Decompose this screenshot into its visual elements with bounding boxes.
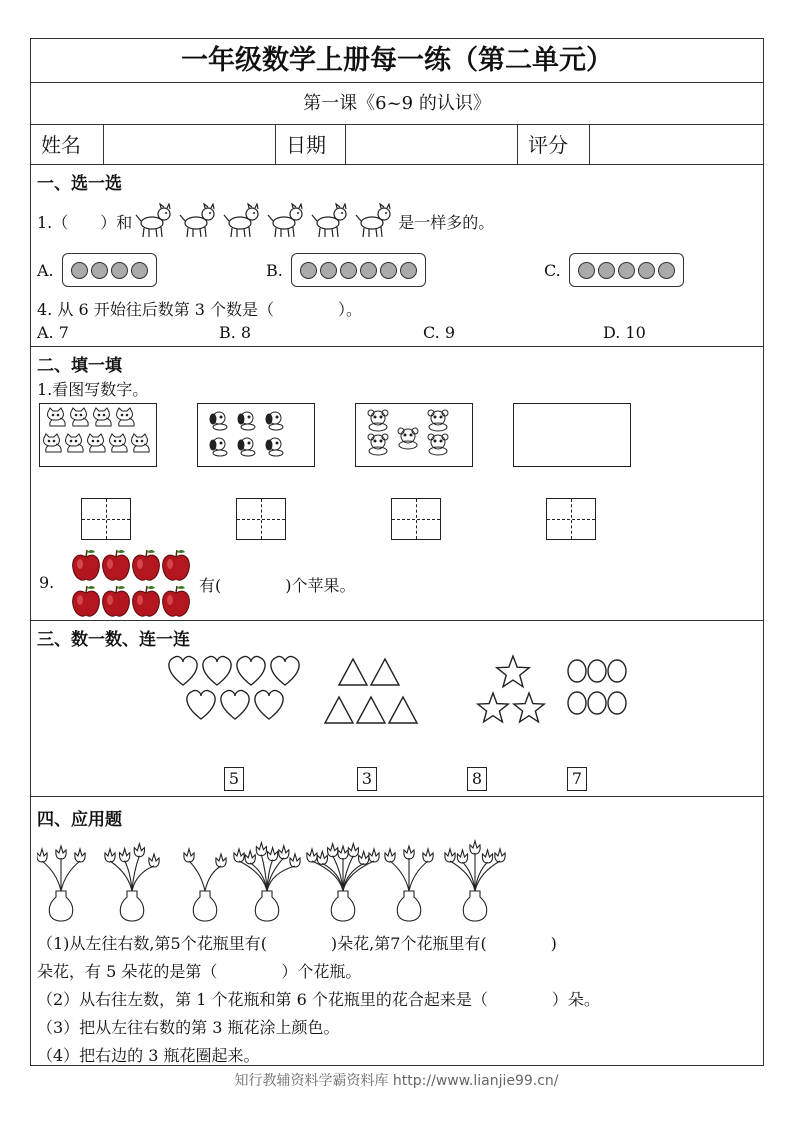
circle-icon xyxy=(568,660,586,682)
name-field[interactable] xyxy=(104,125,276,165)
answer-grid-4[interactable] xyxy=(546,498,596,540)
apple-icon xyxy=(163,550,190,580)
heart-icon xyxy=(237,656,265,685)
tulip-icon xyxy=(423,849,433,862)
dog-icon xyxy=(178,203,220,239)
shape-groups xyxy=(167,651,627,731)
q1-suffix: 是一样多的。 xyxy=(398,212,495,232)
cat-icon xyxy=(110,434,128,452)
puppy-icon xyxy=(238,412,255,430)
tulip-icon xyxy=(348,844,358,857)
heart-icon xyxy=(221,690,249,719)
counter-dot xyxy=(360,262,377,279)
cat-pictures xyxy=(40,404,156,466)
cat-icon xyxy=(132,434,150,452)
footer-watermark: 知行教辅资料学霸资料库 http://www.lianjie99.cn/ xyxy=(234,1073,559,1089)
circle-icon xyxy=(588,692,606,714)
bear-icon xyxy=(398,428,418,449)
apple-icon xyxy=(73,550,100,580)
info-row xyxy=(31,125,763,165)
lesson-title: 第一课《6~9 的认识》 xyxy=(31,83,763,125)
worksheet xyxy=(30,38,764,1066)
q1-option-c[interactable] xyxy=(544,253,684,287)
dog-icon xyxy=(354,203,396,239)
counter-dot xyxy=(380,262,397,279)
tulip-icon xyxy=(290,854,300,867)
dog-icon xyxy=(310,203,352,239)
s4-q2: （2）从右往左数，第 1 个花瓶和第 6 个花瓶里的花合起来是（ ）朵。 xyxy=(37,990,600,1009)
heart-icon xyxy=(169,656,197,685)
tulip-icon xyxy=(338,846,348,859)
dog-icon xyxy=(134,203,176,239)
counter-dot xyxy=(91,262,108,279)
cat-icon xyxy=(44,434,62,452)
score-field[interactable] xyxy=(590,125,765,165)
apple-icon xyxy=(103,550,130,580)
tulip-icon xyxy=(369,849,379,862)
counter-dot xyxy=(400,262,417,279)
triangle-icon xyxy=(357,697,385,723)
answer-grid-2[interactable] xyxy=(236,498,286,540)
apple-icon xyxy=(73,586,100,616)
counter-dot xyxy=(300,262,317,279)
name-label: 姓名 xyxy=(31,125,104,165)
apple-icon xyxy=(133,586,160,616)
tulip-icon xyxy=(279,846,289,859)
tulip-icon xyxy=(470,841,480,854)
puppy-icon xyxy=(266,438,283,456)
counter-dot xyxy=(638,262,655,279)
puppy-icon xyxy=(210,438,227,456)
bear-pictures xyxy=(356,404,472,466)
tulip-icon xyxy=(457,850,467,863)
picture-box-dogs xyxy=(197,403,315,467)
dog-pictures xyxy=(134,203,396,239)
cat-icon xyxy=(88,434,106,452)
vase-6[interactable] xyxy=(385,846,433,921)
tulip-icon xyxy=(328,844,338,857)
counter-dot xyxy=(111,262,128,279)
tulip-icon xyxy=(245,851,255,864)
tulip-icon xyxy=(149,854,159,867)
counter-dot xyxy=(131,262,148,279)
section-application xyxy=(31,797,763,1067)
q4-option-c[interactable]: C. 9 xyxy=(423,323,456,342)
apple-icon xyxy=(163,586,190,616)
flower-vases xyxy=(37,833,517,923)
puppy-icon xyxy=(266,412,283,430)
heart-icon xyxy=(255,690,283,719)
q4-option-d[interactable]: D. 10 xyxy=(603,323,646,342)
date-field[interactable] xyxy=(346,125,518,165)
q1-options xyxy=(37,253,757,289)
tulip-icon xyxy=(37,849,47,862)
apple-icon xyxy=(133,550,160,580)
s2-q1-text: 1.看图写数字。 xyxy=(37,380,149,399)
dog-icon xyxy=(266,203,308,239)
answer-grid-1[interactable] xyxy=(81,498,131,540)
counter-dot xyxy=(320,262,337,279)
star-icon xyxy=(514,693,544,722)
tulip-icon xyxy=(404,846,414,859)
tulip-icon xyxy=(120,849,130,862)
puppy-pictures xyxy=(198,404,314,466)
q4-text: 4. 从 6 开始往后数第 3 个数是（ ）。 xyxy=(37,300,363,319)
tulip-icon xyxy=(359,851,369,864)
heart-icon xyxy=(203,656,231,685)
circle-icon xyxy=(608,692,626,714)
puppy-icon xyxy=(210,412,227,430)
tulip-icon xyxy=(267,848,277,861)
picture-box-bears xyxy=(355,403,473,467)
star-icon xyxy=(478,693,508,722)
tulip-icon xyxy=(317,851,327,864)
apple-icon xyxy=(103,586,130,616)
section-count-connect xyxy=(31,621,763,797)
cat-icon xyxy=(48,408,66,426)
q4-option-a[interactable]: A. 7 xyxy=(37,323,69,342)
section2-heading: 二、填一填 xyxy=(37,356,122,376)
q9-suffix: 有( )个苹果。 xyxy=(199,576,356,595)
vase-1[interactable] xyxy=(37,846,85,921)
tulip-icon xyxy=(445,849,455,862)
tulip-icon xyxy=(216,854,226,867)
number-box-2[interactable]: 3 xyxy=(357,767,377,791)
tulip-icon xyxy=(256,843,266,856)
vase-5[interactable] xyxy=(307,844,379,921)
vase-2[interactable] xyxy=(105,844,159,921)
section-fill xyxy=(31,347,763,621)
apple-pictures xyxy=(71,545,199,621)
page-title: 一年级数学上册每一练（第二单元） xyxy=(31,39,763,83)
q1-option-b[interactable] xyxy=(266,253,426,287)
star-icon xyxy=(497,656,529,687)
q1-prefix: 1.（ ）和 xyxy=(37,212,133,232)
circle-icon xyxy=(588,660,606,682)
vase-3[interactable] xyxy=(184,849,226,921)
circle-icon xyxy=(568,692,586,714)
counter-capsule xyxy=(569,253,684,287)
tulip-icon xyxy=(105,849,115,862)
heart-icon xyxy=(187,690,215,719)
option-label: B. xyxy=(266,260,283,280)
q9-prefix: 9. xyxy=(39,573,55,592)
tulip-icon xyxy=(307,849,317,862)
counter-dot xyxy=(578,262,595,279)
s4-q3: （3）把从左往右数的第 3 瓶花涂上颜色。 xyxy=(37,1018,340,1037)
q4-option-b[interactable]: B. 8 xyxy=(219,323,252,342)
tulip-icon xyxy=(184,849,194,862)
puppy-icon xyxy=(238,438,255,456)
counter-dot xyxy=(340,262,357,279)
cat-icon xyxy=(94,408,112,426)
option-label: A. xyxy=(37,260,54,280)
s4-q1-line2: 朵花，有 5 朵花的是第（ ）个花瓶。 xyxy=(37,962,362,981)
circle-icon xyxy=(608,660,626,682)
s4-q1-line1: （1)从左往右数,第5个花瓶里有( )朵花,第7个花瓶里有( ) xyxy=(37,934,557,953)
cat-icon xyxy=(117,408,135,426)
tulip-icon xyxy=(482,850,492,863)
option-label: C. xyxy=(544,260,561,280)
counter-dot xyxy=(618,262,635,279)
section3-heading: 三、数一数、连一连 xyxy=(37,630,190,650)
cat-icon xyxy=(71,408,89,426)
dog-icon xyxy=(222,203,264,239)
heart-icon xyxy=(271,656,299,685)
tulip-icon xyxy=(56,846,66,859)
tulip-icon xyxy=(495,849,505,862)
s4-q4: （4）把右边的 3 瓶花圈起来。 xyxy=(37,1046,260,1065)
section-choose xyxy=(31,165,763,347)
triangle-icon xyxy=(371,659,399,685)
q1-row xyxy=(37,203,494,239)
number-box-1[interactable]: 5 xyxy=(224,767,244,791)
tulip-icon xyxy=(75,849,85,862)
section4-heading: 四、应用题 xyxy=(37,810,122,830)
bear-icon xyxy=(428,410,448,431)
counter-dot xyxy=(658,262,675,279)
vase-7[interactable] xyxy=(445,841,505,921)
bear-icon xyxy=(368,410,388,431)
answer-grid-3[interactable] xyxy=(391,498,441,540)
date-label: 日期 xyxy=(276,125,346,165)
bear-icon xyxy=(428,434,448,455)
counter-capsule xyxy=(291,253,426,287)
picture-box-cats xyxy=(39,403,157,467)
bear-icon xyxy=(368,434,388,455)
q1-option-a[interactable] xyxy=(37,253,157,287)
score-label: 评分 xyxy=(518,125,590,165)
number-box-4[interactable]: 7 xyxy=(567,767,587,791)
triangle-icon xyxy=(389,697,417,723)
number-box-3[interactable]: 8 xyxy=(467,767,487,791)
tulip-icon xyxy=(134,844,144,857)
cat-icon xyxy=(66,434,84,452)
counter-dot xyxy=(598,262,615,279)
counter-dot xyxy=(71,262,88,279)
vase-4[interactable] xyxy=(234,843,300,921)
tulip-icon xyxy=(385,849,395,862)
section1-heading: 一、选一选 xyxy=(37,174,122,194)
counter-capsule xyxy=(62,253,157,287)
triangle-icon xyxy=(325,697,353,723)
triangle-icon xyxy=(339,659,367,685)
picture-box-empty[interactable] xyxy=(513,403,631,467)
tulip-icon xyxy=(234,849,244,862)
